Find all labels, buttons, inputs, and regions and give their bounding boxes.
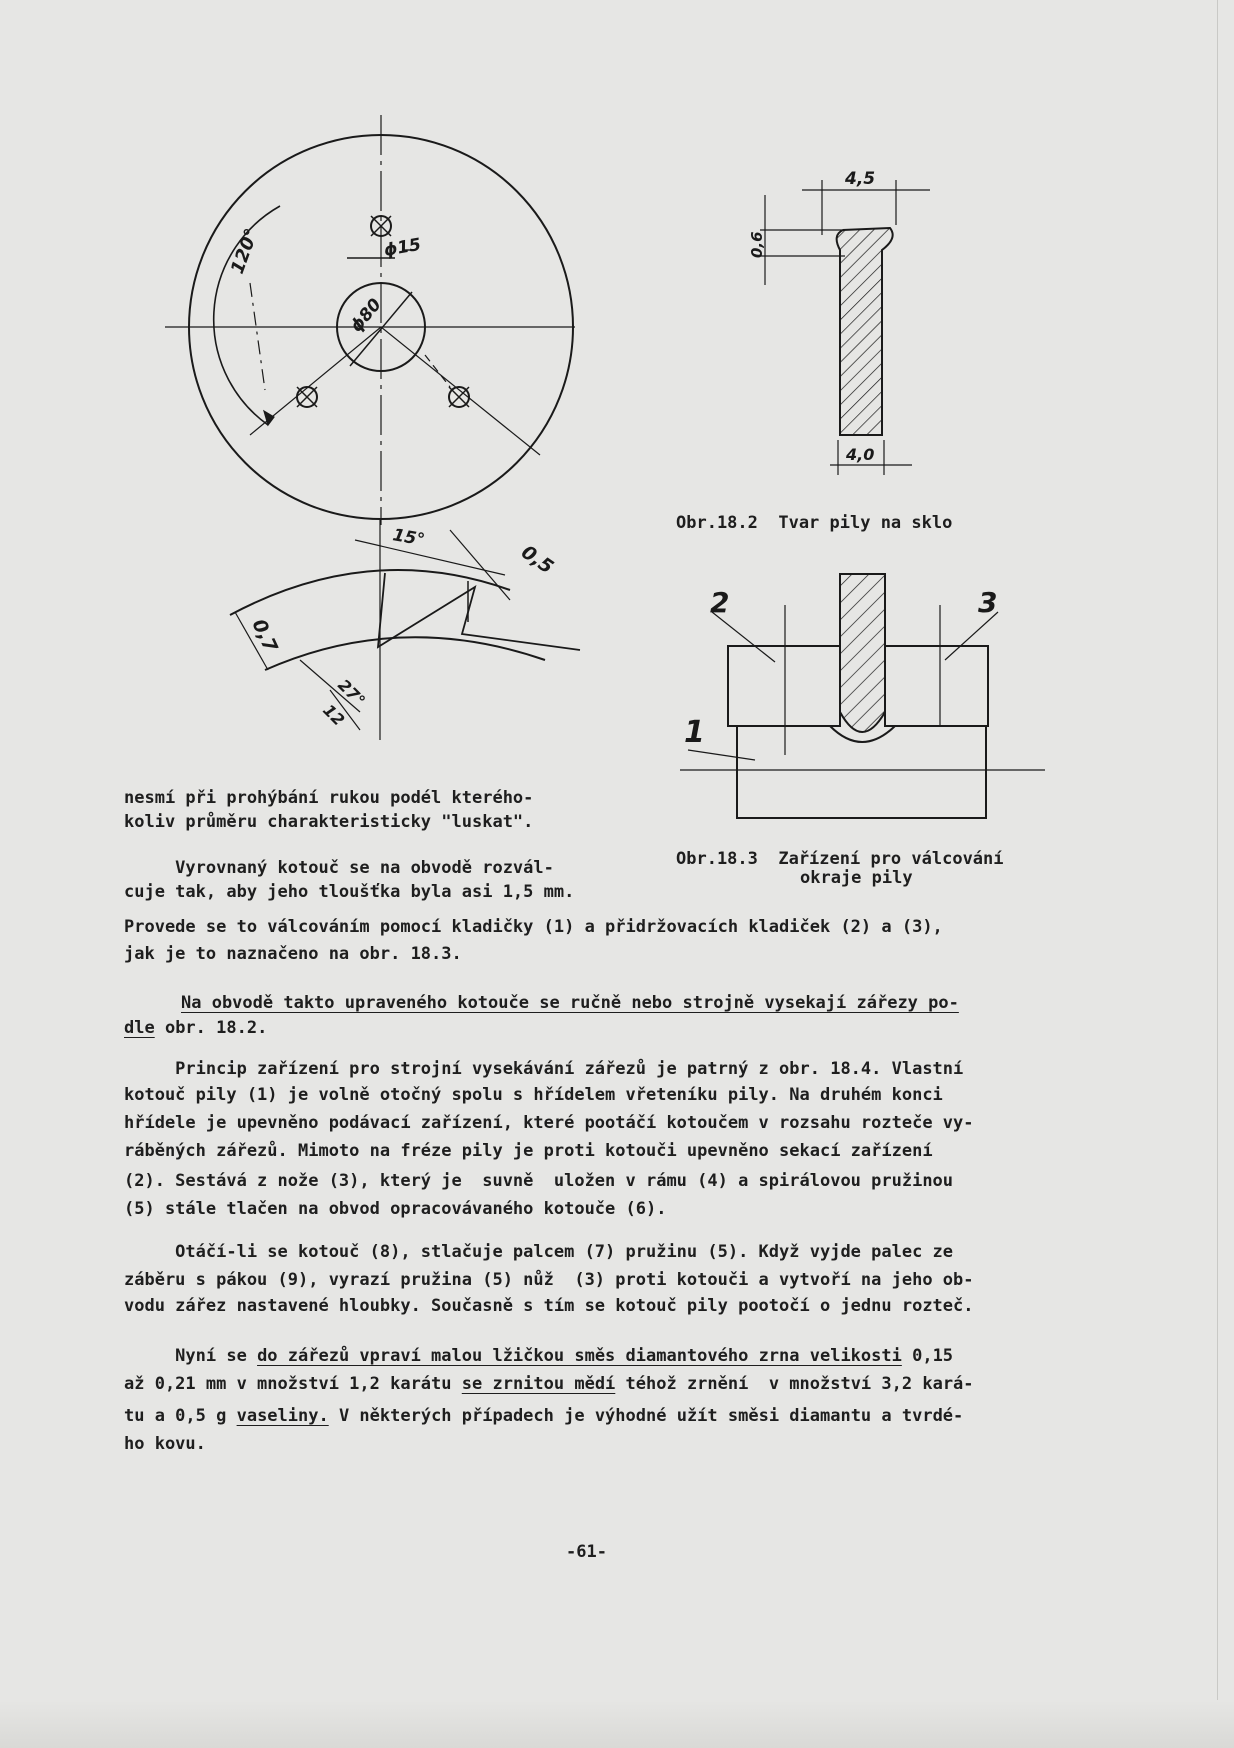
para-6-line-4: ho kovu. [124,1434,206,1454]
para-6-line-2-start: až 0,21 mm v množství 1,2 karátu [124,1374,462,1394]
para-6-line-3-end: V některých případech je výhodné užít směsi diamantu a tvrdé- [328,1406,964,1426]
teeth-bottom-dimension-label: 12 [319,700,349,730]
para-6-underlined-3: vaseliny. [236,1406,329,1426]
saw-bottom-width-label: 4,0 [846,445,875,464]
figure-teeth [220,520,600,750]
para-6-underlined-1: do zářezů vpraví malou lžičkou směs diamantového zrna velikosti [257,1346,902,1366]
page-edge [1217,0,1218,1748]
rolling-saw-section [840,574,885,732]
figure-saw-profile [740,160,960,480]
para-6-line-3 [124,1404,963,1429]
teeth-profile [378,573,580,650]
para-4-line-6: (5) stále tlačen na obvod opracovávaného kotouče (6). [124,1199,667,1219]
para-6-line-1-end: 0,15 [901,1346,954,1366]
rolling-roller-1 [737,726,986,818]
para-5-line-2: záběru s pákou (9), vyrazí pružina (5) nůž (3) proti kotouči a vytvoří na jeho ob- [124,1270,974,1290]
disc-angle-label: 120° [226,225,263,277]
para-4-line-4: ráběných zářezů. Mimoto na fréze pily je proti kotouči upevněno sekací zařízení [124,1141,933,1161]
para-2-line-2: cuje tak, aby jeho tloušťka byla asi 1,5 mm. [124,882,575,902]
para-3-line-2 [124,1016,267,1041]
para-4-line-3: hřídele je upevněno podávací zařízení, které pootáčí kotoučem v rozsahu rozteče vy- [124,1113,974,1133]
para-6-underlined-2: se zrnitou mědí [461,1374,616,1394]
para-6-line-2-end: téhož zrnění v množství 3,2 kará- [615,1374,974,1394]
saw-profile-shape [837,228,893,435]
rolling-part-3-label: 3 [978,586,998,619]
para-5-line-1: Otáčí-li se kotouč (8), stlačuje palcem (7) pružinu (5). Když vyjde palec ze [124,1242,954,1262]
figure-18-3-caption-line2: okraje pily [800,868,913,888]
saw-head-height-label: 0,6 [748,231,766,258]
teeth-top-dimension-label: 0,5 [517,541,558,579]
para-4-line-5: (2). Sestává z nože (3), který je suvně uložen v rámu (4) a spirálovou pružinou [124,1171,954,1191]
para-5-line-3: vodu zářez nastavené hloubky. Současně s tím se kotouč pily pootočí o jednu rozteč. [124,1296,974,1316]
disc-radial-right [381,327,540,455]
para-2-line-3: Provede se to válcováním pomocí kladičky (1) a přidržovacích kladiček (2) a (3), [124,917,943,937]
rolling-roller-3 [885,646,988,726]
rolling-part-2-label: 2 [710,586,730,619]
teeth-inner-arc [265,637,545,670]
disc-bore-diameter-label: ϕ80 [346,294,386,337]
teeth-bottom-angle-label: 27° [334,675,370,711]
para-3-underlined-word: dle [124,1018,155,1038]
para-2-line-1: Vyrovnaný kotouč se na obvodě rozvál- [124,858,554,878]
figure-disc [160,110,580,530]
para-6-line-3-start: tu a 0,5 g [124,1406,237,1426]
rolling-roller-2 [728,646,840,726]
teeth-depth-label: 0,7 [247,615,282,656]
saw-top-width-label: 4,5 [845,169,876,189]
para-6-line-1 [124,1344,953,1369]
rolling-part-1-label: 1 [684,715,705,750]
para-6-line-1-start: Nyní se [124,1346,258,1366]
page-bottom-shadow [0,1700,1234,1748]
para-4-line-1: Princip zařízení pro strojní vysekávání zářezů je patrný z obr. 18.4. Vlastní [124,1059,964,1079]
teeth-top-angle-label: 15° [391,525,427,551]
figure-18-3-caption-line1: Obr.18.3 Zařízení pro válcování [676,849,1004,869]
para-2-line-4: jak je to naznačeno na obr. 18.3. [124,944,462,964]
para-6-line-2 [124,1372,974,1397]
para-4-line-2: kotouč pily (1) je volně otočný spolu s hřídelem vřeteníku pily. Na druhém konci [124,1085,943,1105]
figure-rolling-device [670,570,1060,835]
disc-hole-diameter-label: ϕ15 [382,234,423,261]
para-3-line-1: Na obvodě takto upraveného kotouče se ručně nebo strojně vysekají zářezy po- [181,993,959,1013]
para-3-line-2-rest: obr. 18.2. [154,1018,268,1038]
para-1-line-2: koliv průměru charakteristicky "luskat". [124,812,534,832]
figure-18-2-caption: Obr.18.2 Tvar pily na sklo [676,513,953,533]
page-number: -61- [566,1542,607,1562]
para-1-line-1: nesmí při prohýbání rukou podél kterého- [124,788,534,808]
